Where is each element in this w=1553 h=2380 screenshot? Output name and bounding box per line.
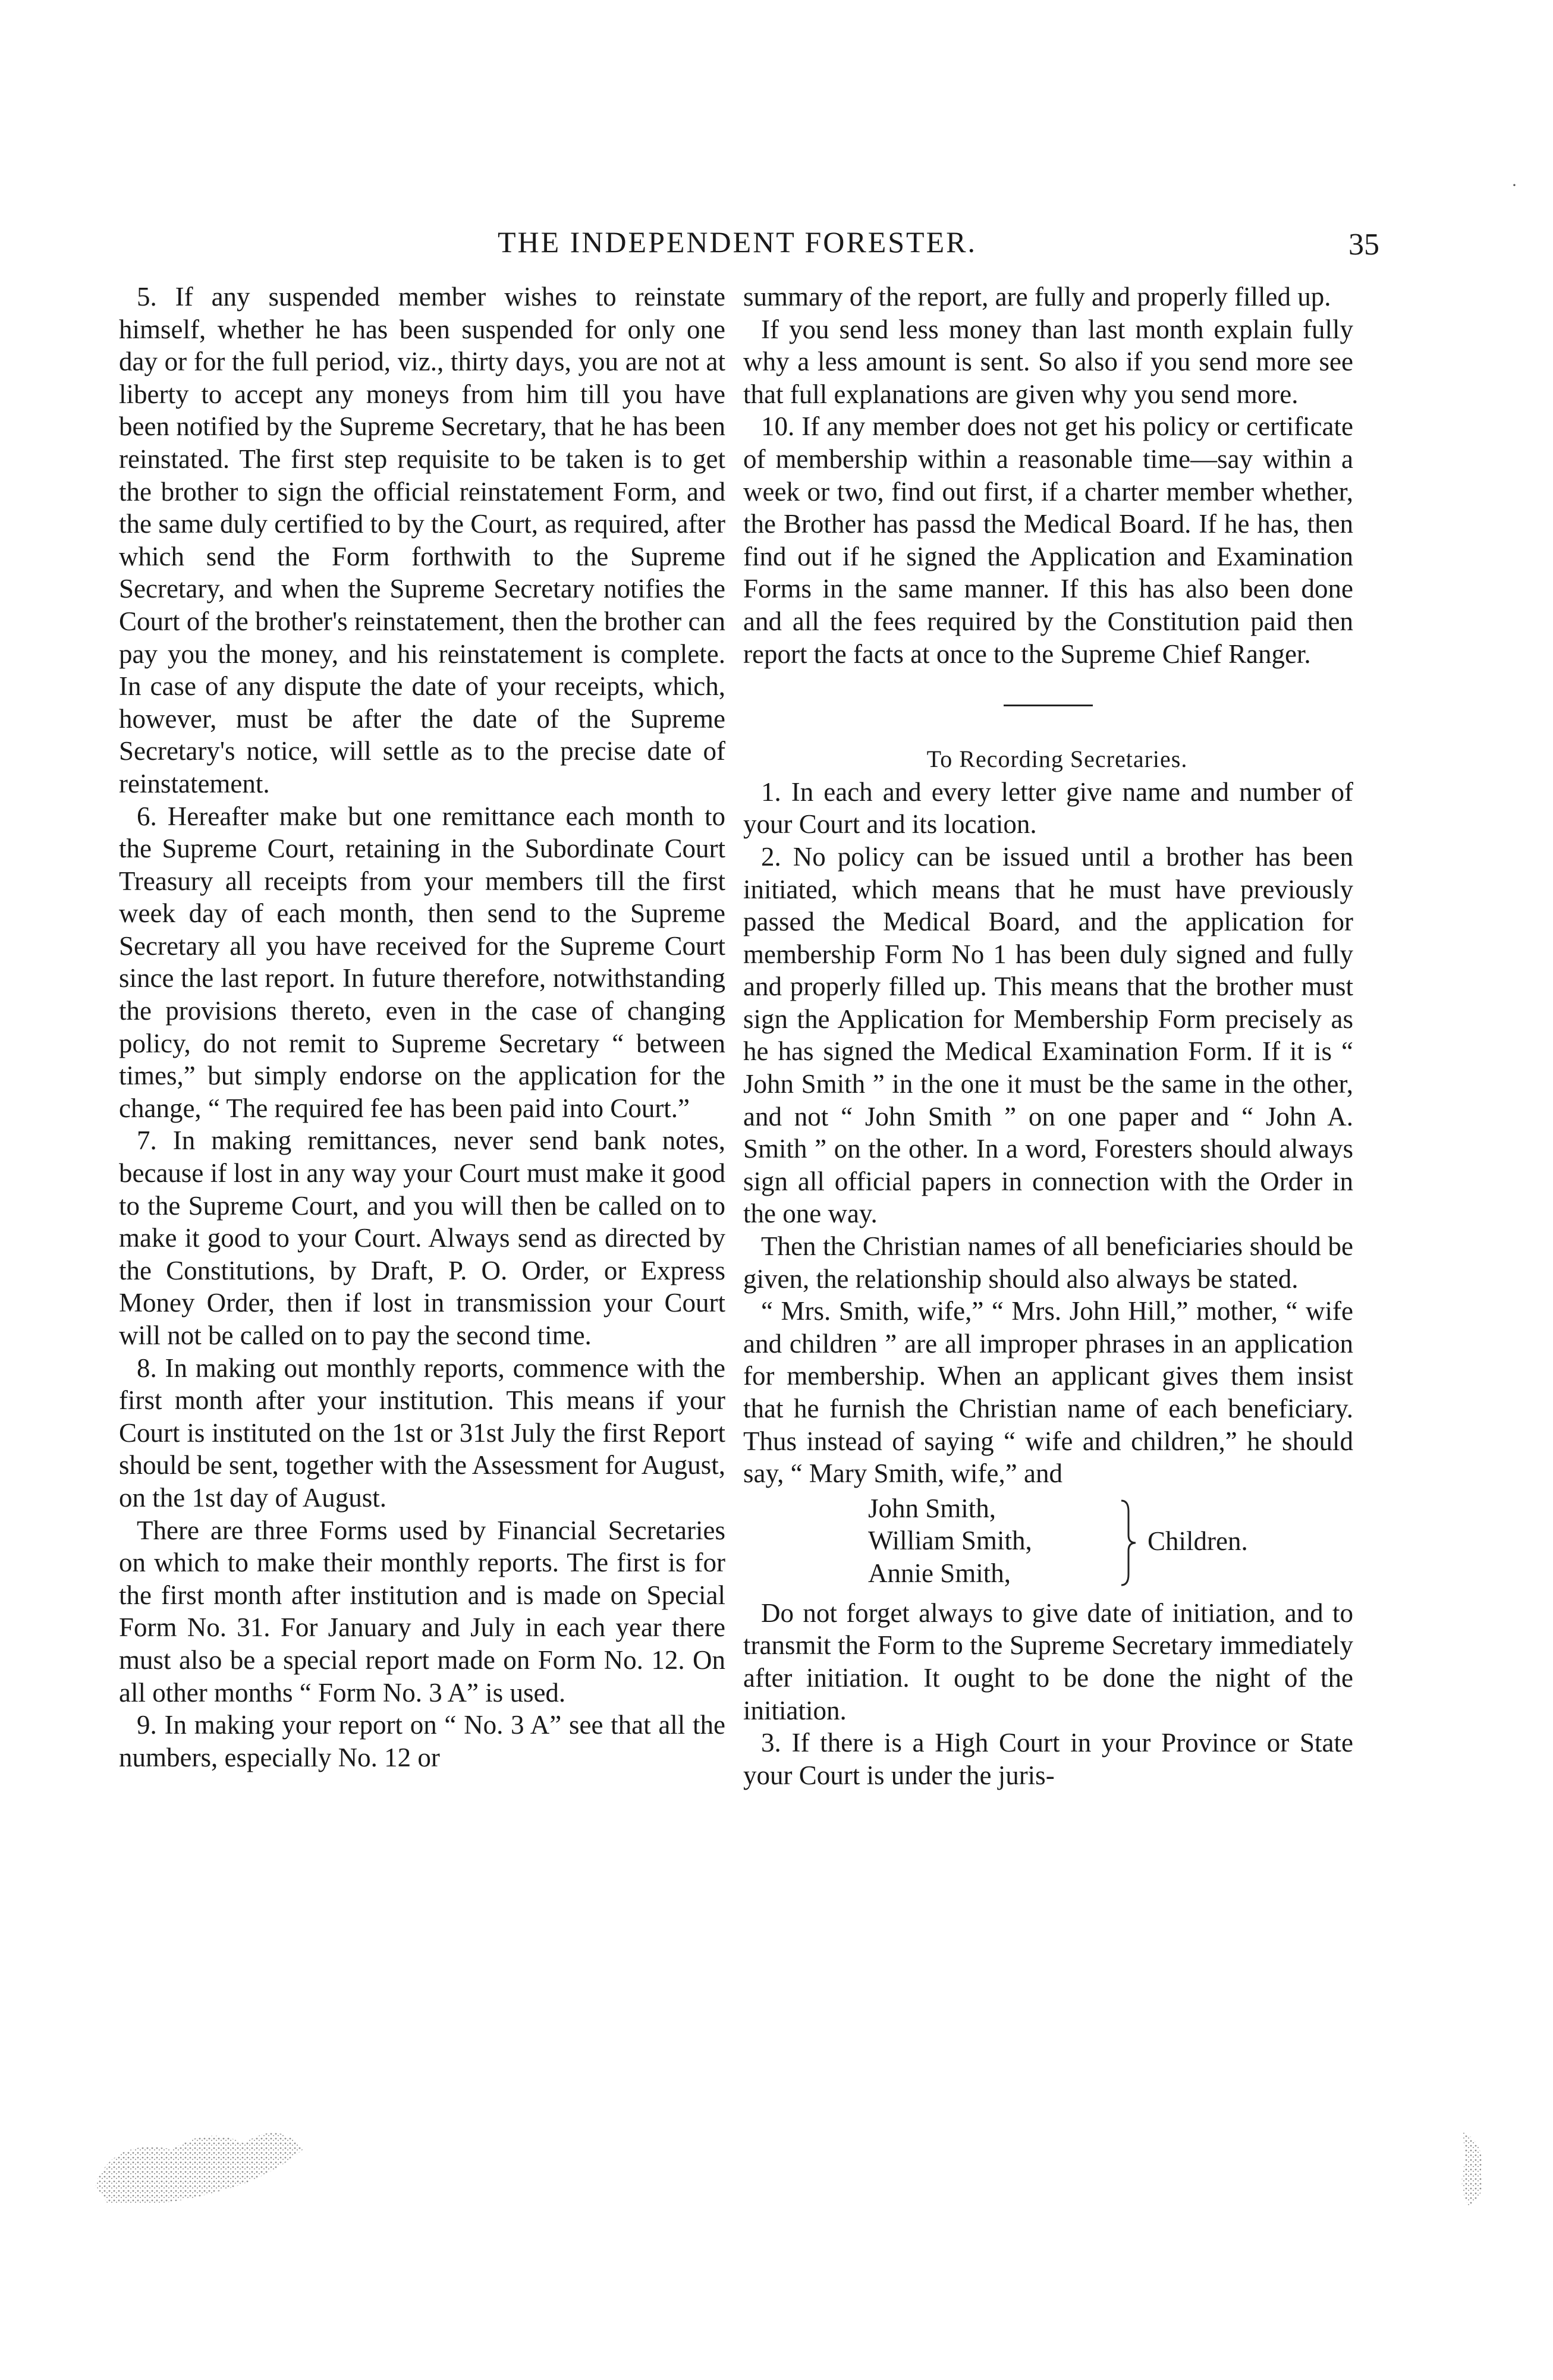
beneficiary-name: William Smith,: [868, 1526, 1032, 1556]
paragraph-beneficiaries: Then the Christian names of all beneficiaries should be given, the relationship should also always be stated.: [743, 1231, 1353, 1294]
margin-mark: ·: [1511, 175, 1517, 195]
paragraph-rule-5: 5. If any suspended member wishes to reinstate himself, whether he has been suspended for only one day or for the full period, viz., thirty days, you are not at liberty to accept any moneys from him till you have been notified by the Supreme Secretary, that he has been reinstated. The first step requisite to be taken is to get the brother to sign the official reinstatement Form, and the same duly certified to by the Court, as required, after which send the Form forthwith to the Supreme Secretary, and when the Supreme Secretary notifies the Court of the brother's reinstatement, then the brother can pay you the money, and his reinstatement is complete. In case of any dispute the date of your receipts, which, however, must be after the date of the Supreme Secretary's notice, will settle as to the precise date of reinstatement.: [119, 282, 725, 798]
paragraph-rule-3-high-court: 3. If there is a High Court in your Province or State your Court is under the juris-: [743, 1728, 1353, 1790]
running-header: [119, 225, 1379, 278]
paragraph-less-money: If you send less money than last month explain fully why a less amount is sent. So also if you send more see that full explanations are given why you send more.: [743, 314, 1353, 409]
left-column: [119, 281, 725, 1774]
paragraph-rule-6: 6. Hereafter make but one remittance each month to the Supreme Court, retaining in the Subordinate Court Treasury all receipts from your members till the first week day of each month, then send to the Supreme Secretary all you have received for the Supreme Court since the last report. In future therefore, notwithstanding the provisions thereto, even in the case of changing policy, do not remit to Supreme Secretary “ between times,” but simply endorse on the application for the change, “ The required fee has been paid into Court.”: [119, 801, 725, 1123]
right-column: [743, 281, 1353, 1791]
paragraph-rule-9: 9. In making your report on “ No. 3 A” see that all the numbers, especially No. 12 or: [119, 1710, 725, 1772]
paragraph-recording-1: 1. In each and every letter give name and number of your Court and its location.: [743, 776, 1353, 840]
damage-stain: [1451, 2126, 1492, 2209]
paragraph-initiation: Do not forget always to give date of initiation, and to transmit the Form to the Supreme Secretary immediately after initiation. It ought to be done the night of the initiation.: [743, 1598, 1353, 1725]
damage-stain: [89, 2114, 375, 2209]
paragraph-recording-2: 2. No policy can be issued until a brother has been initiated, which means that he must have previously passed the Medical Board, and the application for membership Form No 1 has been duly signed and fully and properly filled up. This means that the brother must sign the Application for Membership Form precisely as he has signed the Medical Examination Form. If it is “ John Smith ” in the one it must be the same in the other, and not “ John Smith ” on one paper and “ John A. Smith ” on the other. In a word, Foresters should always sign all official papers in connection with the Order in the one way.: [743, 841, 1353, 1229]
section-heading: To Recording Secretaries.: [926, 746, 1188, 773]
section-divider: [1004, 705, 1093, 706]
paragraph-rule-8: 8. In making out monthly reports, commence with the first month after your institution. This means if your Court is instituted on the 1st or 31st July the first Report should be sent, together with the Assessment for August, on the 1st day of August.: [119, 1353, 725, 1513]
paragraph-summary: summary of the report, are fully and properly filled up.: [743, 282, 1331, 312]
page-number: 35: [1348, 228, 1379, 262]
paragraph-forms: There are three Forms used by Financial Secretaries on which to make their monthly reports. The first is for the first month after institution and is made on Special Form No. 31. For January and July in each year there must also be a special report made on Form No. 12. On all other months “ Form No. 3 A” is used.: [119, 1515, 725, 1708]
paragraph-rule-7: 7. In making remittances, never send bank notes, because if lost in any way your Court must make it good to the Supreme Court, and you will then be called on to make it good to your Court. Always send as directed by the Constitutions, by Draft, P. O. Order, or Express Money Order, then if lost in transmission your Court will not be called on to pay the second time.: [119, 1125, 725, 1350]
paragraph-improper-phrases: “ Mrs. Smith, wife,” “ Mrs. John Hill,” mother, “ wife and children ” are all improper phrases in an application for membership. When an applicant gives them insist that he furnish the Christian name of each beneficiary. Thus instead of saying “ wife and children,” he should say, “ Mary Smith, wife,” and: [743, 1296, 1353, 1489]
beneficiary-names-list: [868, 1492, 1118, 1590]
children-label: Children.: [1148, 1526, 1248, 1556]
beneficiary-name: Annie Smith,: [868, 1558, 1011, 1588]
paragraph-rule-10: 10. If any member does not get his policy or certificate of membership within a reasonable time—say within a week or two, find out first, if a charter member whether, the Brother has passd the Medical Board. If he has, then find out if he signed the Application and Examination Forms in the same manner. If this has also been done and all the fees required by the Constitution paid then report the facts at once to the Supreme Chief Ranger.: [743, 411, 1353, 669]
running-title: THE INDEPENDENT FORESTER.: [497, 225, 977, 259]
curly-brace-icon: [1118, 1498, 1142, 1587]
beneficiary-name: John Smith,: [868, 1493, 996, 1523]
beneficiary-names-block: [743, 1492, 1353, 1593]
